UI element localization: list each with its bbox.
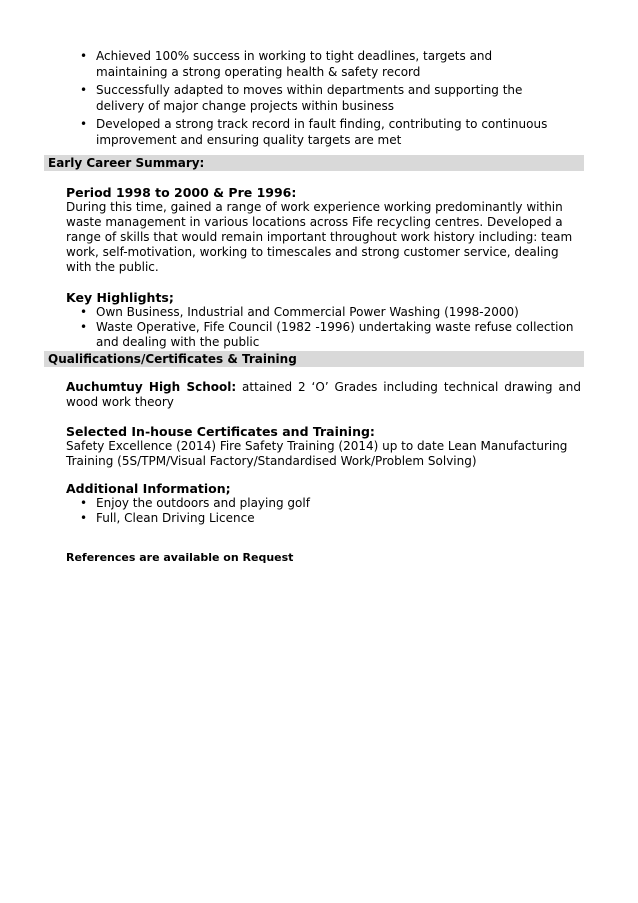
- list-item: • Own Business, Industrial and Commercial Power Washing (1998-2000): [80, 305, 519, 319]
- school-name: Auchumtuy High School:: [66, 380, 237, 394]
- section-heading-early-career: Early Career Summary:: [44, 155, 584, 171]
- highlights-list: [80, 305, 581, 350]
- references-note: References are available on Request: [66, 551, 294, 564]
- period-text: During this time, gained a range of work experience working predominantly within waste management in various locations across Fife recycling centres. Developed a range of skills that would remain important throughout work history including: team work, self-motivation, working to timescales and strong customer service, dealing with the public.: [66, 200, 573, 274]
- additional-heading: Additional Information;: [66, 481, 231, 496]
- inhouse-text: Safety Excellence (2014) Fire Safety Training (2014) up to date Lean Manufacturing Training (5S/TPM/Visual Factory/Standardised Work/Problem Solving): [66, 439, 568, 468]
- list-item: • Successfully adapted to moves within departments and supporting the delivery of major change projects within business: [80, 83, 523, 113]
- additional-list: [80, 496, 581, 526]
- list-item: • Waste Operative, Fife Council (1982 -1996) undertaking waste refuse collection and dealing with the public: [80, 320, 574, 349]
- bullet-icon: •: [80, 320, 88, 334]
- achievements-list: [80, 48, 566, 150]
- early-career-block: [66, 185, 581, 350]
- bullet-icon: •: [80, 511, 88, 525]
- bullet-icon: •: [80, 117, 88, 131]
- highlights-heading: Key Highlights;: [66, 290, 174, 305]
- list-item: • Achieved 100% success in working to tight deadlines, targets and maintaining a strong operating health & safety record: [80, 49, 493, 79]
- list-item: • Enjoy the outdoors and playing golf: [80, 496, 310, 510]
- list-item: • Developed a strong track record in fault finding, contributing to continuous improvement and ensuring quality targets are met: [80, 117, 548, 147]
- list-item: • Full, Clean Driving Licence: [80, 511, 255, 525]
- period-heading: Period 1998 to 2000 & Pre 1996:: [66, 185, 297, 200]
- school-text: attained 2 ‘O’ Grades including technical drawing and wood work theory: [66, 380, 581, 409]
- bullet-icon: •: [80, 305, 88, 319]
- bullet-icon: •: [80, 496, 88, 510]
- bullet-icon: •: [80, 83, 88, 97]
- inhouse-heading: Selected In-house Certificates and Training:: [66, 424, 375, 439]
- school-paragraph: [66, 380, 581, 410]
- qualifications-block: [66, 380, 581, 526]
- section-heading-qualifications: Qualifications/Certificates & Training: [44, 351, 584, 367]
- bullet-icon: •: [80, 49, 88, 63]
